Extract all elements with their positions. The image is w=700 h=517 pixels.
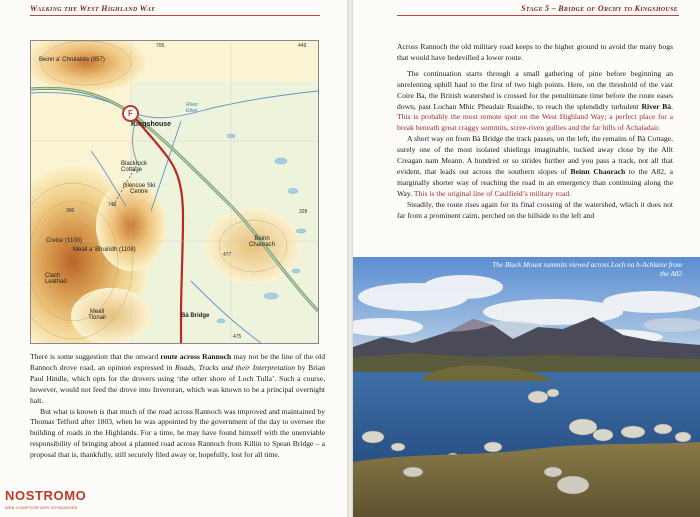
highlight-text: This is probably the most remote spot on the West Highland Way; a perfect place for a break beneath great craggy summits, scree-riven gullies and the far hills of Achaladair. (397, 112, 673, 133)
map-label-477: 477 (223, 252, 232, 258)
map-label-blackrock-cottage: Blackrock Cottage (121, 161, 148, 173)
map-label-glencoe-ski-centre: Glencoe Ski Centre (122, 183, 156, 195)
left-body-text (30, 352, 325, 461)
logo-tagline: WEB COMPTOIR DES VOYAGEURS (5, 505, 78, 510)
running-head-right: Stage 5 – Bridge of Orchy to Kingshouse (521, 4, 678, 13)
logo-name: NOSTROMO (5, 488, 87, 503)
highlight-text: This is the original line of Caulfield’s military road. (413, 188, 572, 198)
map-label-meall-a-bhuiridh: Meall a' Bhuiridh (1108) (73, 247, 136, 253)
map-graphic (31, 41, 318, 343)
running-head-rule (397, 15, 679, 16)
text-run: . (671, 101, 673, 111)
right-paragraph-2 (397, 69, 673, 134)
map-label-396: 396 (66, 208, 75, 214)
photo-caption: The Black Mount summits viewed across Loch na h-Achlaise from the A82 (492, 261, 682, 278)
text-run: There is some suggestion that the onward (30, 352, 161, 361)
map-label-705: 705 (156, 43, 165, 49)
map-label-449: 449 (298, 43, 307, 49)
text-run: A short way on from Bà Bridge the track passes, on the left, the remains of Bà Cottage, surely one of the most isolated shielings imaginable, tucked away close by the Allt Creagan nam Meann. A hundred or so strides further and you pass a track, not all that evident, that leads out across the southern slopes of (397, 134, 673, 176)
bold-route-across-rannoch: route across Rannoch (160, 352, 232, 361)
map-label-beinn-a-chrulaiste: Beinn a' Chrulaiste (857) (39, 57, 105, 63)
map-label-meall-tionail: Meall Tionail (88, 309, 106, 321)
text-run: may not be the line of the old Rannoch drove road, an opinion expressed in (30, 352, 325, 372)
landscape-photo (353, 257, 700, 517)
map-label-clach-leathad: Clach Leathad (45, 273, 67, 285)
right-paragraph-4: Steadily, the route rises again for its final crossing of the watershed, which it does not far from a prominent cairn, perched on the hillside to the left and (397, 199, 673, 220)
route-marker-badge: F (122, 105, 139, 122)
left-paragraph-1 (30, 352, 325, 407)
map-label-328: 328 (299, 209, 308, 215)
map-label-749: 749 (108, 202, 117, 208)
right-body-text (397, 42, 673, 222)
map-label-river-etive: River Etive (186, 102, 198, 114)
route-map (30, 40, 319, 344)
photo-graphic (353, 257, 700, 517)
map-label-475: 475 (233, 334, 242, 340)
text-run: to the A82, a marginally shorter way of reaching the road in an emergency than continuing along the Way. (397, 166, 673, 198)
running-head-rule (30, 15, 320, 16)
right-paragraph-1: Across Rannoch the old military road keeps to the higher ground to avoid the many bogs that would have bedevilled a lower route. (397, 42, 673, 62)
map-label-beinn-chaorach: Beinn Chaorach (248, 236, 275, 248)
running-head-left: Walking the West Highland Way (30, 4, 155, 13)
left-paragraph-2: But what is known is that much of the road across Rannoch was improved and maintained by Thomas Telford after 1803, when he was appointed by the government of the day to oversee the building of roads in the Highlands. For a time, he may have found himself with the unenviable responsibility of bringing about a planned road across Rannoch from Killin to Spean Bridge – a proposal that is, thankfully, still securely filed away or, hopefully, lost for all time. (30, 406, 325, 460)
left-page (0, 0, 347, 517)
bold-river-ba: River Bà (641, 101, 672, 111)
nostromo-logo (0, 484, 87, 517)
text-run: The continuation starts through a small gathering of pine before beginning an unrelenting uphill haul to the first of two high points. Here, on the threshold of the vast Coire Ba, the British watershed is crossed for the penultimate time before the route eases down, past Lochan Mhic Pheadair Ruaidhe, to reach the splendidly turbulent (397, 68, 673, 111)
text-run: by Brian Paul Hindle, which opts for the drovers using ‘the other shore of Loch Tulla’. Such a course, however, would not feed the drove into Inveroran, which was known to be a principal overnight halt. (30, 362, 325, 405)
map-label-kingshouse: Kingshouse (131, 121, 172, 128)
map-label-ba-bridge: Bà Bridge (181, 313, 210, 319)
right-paragraph-3 (397, 134, 673, 199)
map-label-creise: Creise (1100) (46, 238, 82, 244)
book-title: Roads, Tracks and their Interpretation (174, 362, 296, 372)
bold-beinn-chaorach: Beinn Chaorach (570, 166, 626, 176)
